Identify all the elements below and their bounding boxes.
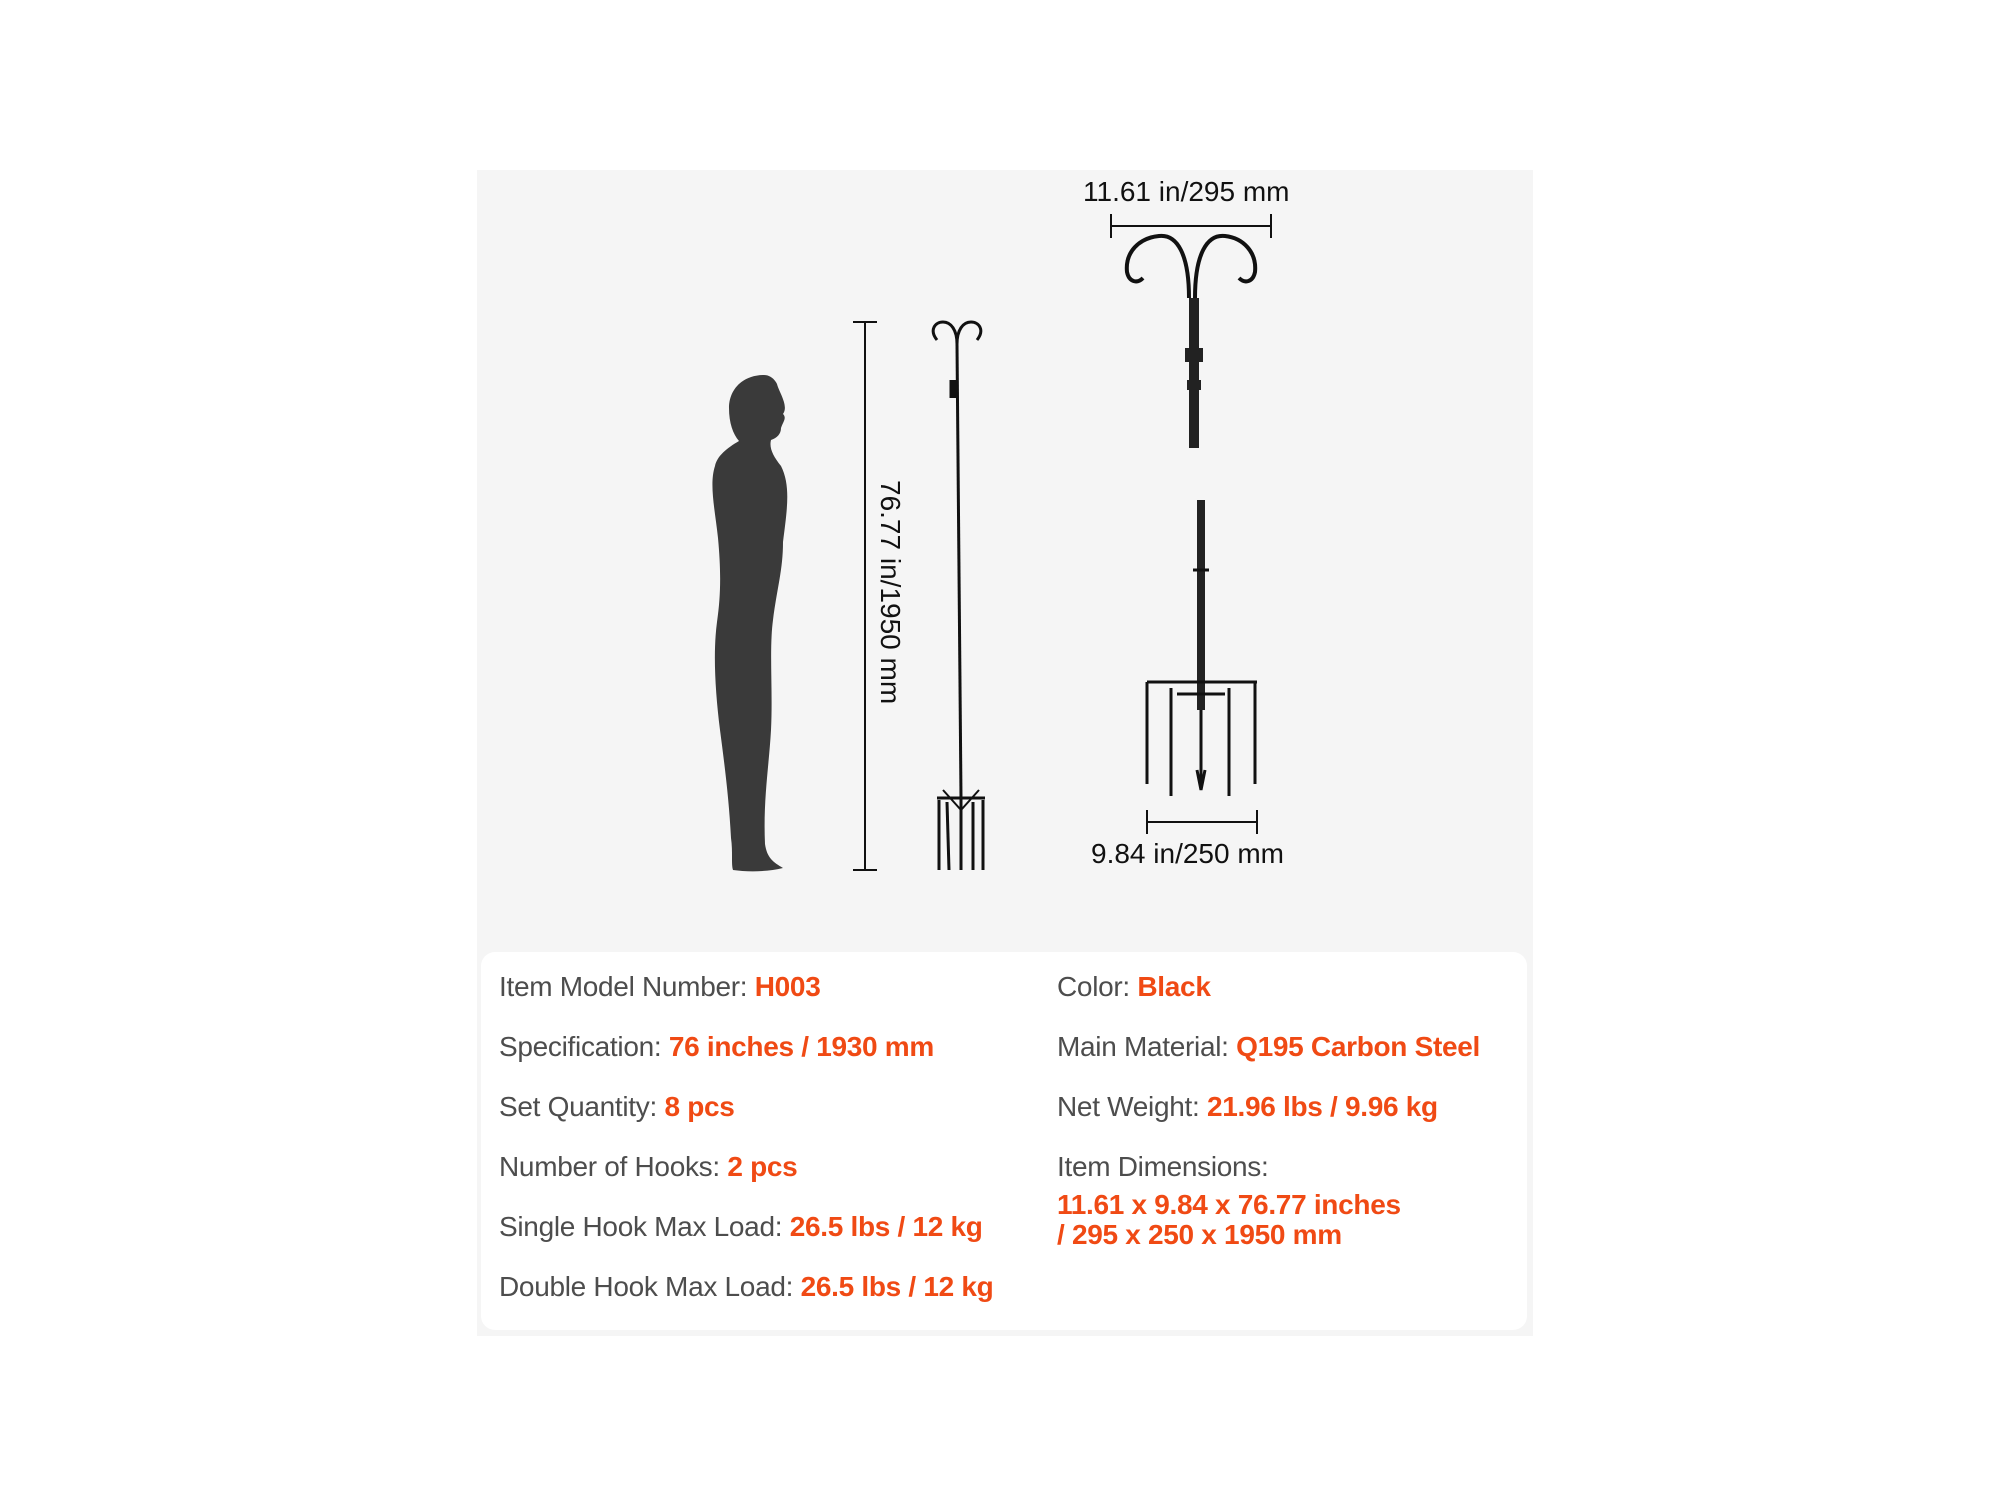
height-dimension: [853, 322, 877, 870]
spec-specification: Specification: 76 inches / 1930 mm: [499, 1031, 934, 1062]
spec-set-quantity: Set Quantity: 8 pcs: [499, 1091, 735, 1122]
base-width-dimension: [1147, 810, 1257, 834]
spec-net-weight: Net Weight: 21.96 lbs / 9.96 kg: [1057, 1091, 1438, 1122]
product-diagram: [477, 170, 1533, 950]
specifications-panel: [481, 952, 1527, 1330]
spec-item-dimensions-metric: / 295 x 250 x 1950 mm: [1057, 1219, 1342, 1250]
base-width-label: 9.84 in/250 mm: [1091, 838, 1284, 869]
height-label: 76.77 in/1950 mm: [875, 480, 906, 705]
human-silhouette: [712, 375, 787, 871]
spec-color: Color: Black: [1057, 971, 1211, 1002]
spec-model-number: Item Model Number: H003: [499, 971, 821, 1002]
shepherd-hook-full: [933, 322, 985, 870]
hook-width-label: 11.61 in/295 mm: [1083, 176, 1290, 207]
base-stake-detail: [1147, 500, 1257, 796]
spec-double-hook-load: Double Hook Max Load: 26.5 lbs / 12 kg: [499, 1271, 994, 1302]
spec-number-of-hooks: Number of Hooks: 2 pcs: [499, 1151, 798, 1182]
hook-width-dimension: [1111, 214, 1271, 238]
spec-single-hook-load: Single Hook Max Load: 26.5 lbs / 12 kg: [499, 1211, 983, 1242]
product-card: [477, 170, 1533, 1336]
spec-main-material: Main Material: Q195 Carbon Steel: [1057, 1031, 1481, 1062]
spec-item-dimensions-imperial: 11.61 x 9.84 x 76.77 inches: [1057, 1189, 1401, 1220]
spec-item-dimensions-label: Item Dimensions:: [1057, 1151, 1269, 1182]
hook-top-detail: [1127, 236, 1255, 448]
